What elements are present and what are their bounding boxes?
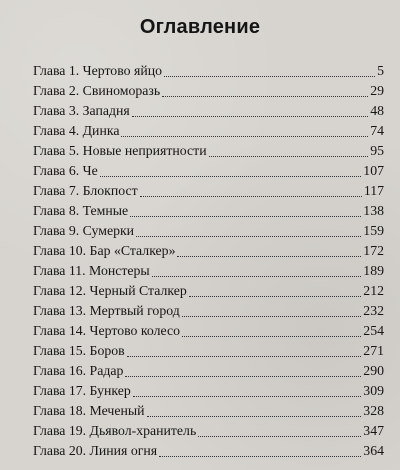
page-title: Оглавление: [139, 16, 261, 38]
toc-page-number: 48: [370, 103, 384, 118]
dot-leader: [133, 396, 362, 397]
toc-page-number: 189: [363, 263, 384, 278]
dot-leader: [198, 436, 361, 437]
toc-entry-label: Глава 12. Черный Сталкер: [33, 283, 187, 298]
dot-leader: [182, 316, 362, 317]
toc-entry-4: [33, 121, 384, 141]
toc-entry-7: [33, 181, 384, 201]
toc-entry-20: [33, 441, 384, 461]
toc-entry-label: Глава 8. Темные: [33, 203, 129, 218]
toc-entry-13: [33, 301, 384, 321]
toc-entry-label: Глава 16. Радар: [33, 363, 124, 378]
toc-entry-11: [33, 261, 384, 281]
toc-page-number: 74: [370, 123, 384, 138]
toc-page-number: 254: [363, 323, 384, 338]
toc-entry-label: Глава 1. Чертово яйцо: [33, 63, 162, 78]
toc-entry-17: [33, 381, 384, 401]
toc-entry-label: Глава 14. Чертово колесо: [33, 323, 180, 338]
dot-leader: [140, 196, 362, 197]
toc-entry-8: [33, 201, 384, 221]
toc-page-number: 212: [363, 283, 384, 298]
toc-entry-6: [33, 161, 384, 181]
toc-page-number: 29: [370, 83, 384, 98]
toc-page-number: 172: [363, 243, 384, 258]
toc-entry-12: [33, 281, 384, 301]
dot-leader: [209, 156, 369, 157]
toc-entry-label: Глава 15. Боров: [33, 343, 125, 358]
dot-leader: [136, 236, 361, 237]
dot-leader: [189, 296, 362, 297]
toc-page-number: 290: [363, 363, 384, 378]
toc-page-number: 5: [377, 63, 384, 78]
dot-leader: [182, 336, 361, 337]
toc-page-number: 107: [363, 163, 384, 178]
table-of-contents: [33, 61, 384, 461]
toc-entry-label: Глава 6. Че: [33, 163, 98, 178]
dot-leader: [162, 96, 368, 97]
toc-entry-19: [33, 421, 384, 441]
toc-entry-label: Глава 2. Свиноморазь: [33, 83, 161, 98]
toc-entry-label: Глава 20. Линия огня: [33, 443, 158, 458]
toc-entry-label: Глава 11. Монстеры: [33, 263, 150, 278]
toc-page-number: 159: [363, 223, 384, 238]
dot-leader: [127, 356, 362, 357]
dot-leader: [132, 116, 368, 117]
dot-leader: [164, 76, 375, 77]
toc-entry-label: Глава 7. Блокпост: [33, 183, 138, 198]
dot-leader: [121, 136, 368, 137]
dot-leader: [159, 456, 361, 457]
toc-entry-label: Глава 4. Динка: [33, 123, 120, 138]
toc-page-number: 309: [363, 383, 384, 398]
dot-leader: [125, 376, 361, 377]
toc-entry-3: [33, 101, 384, 121]
toc-page-number: 328: [363, 403, 384, 418]
toc-page-number: 117: [363, 183, 384, 198]
dot-leader: [100, 176, 362, 177]
toc-page-number: 364: [363, 443, 384, 458]
toc-entry-label: Глава 10. Бар «Сталкер»: [33, 243, 176, 258]
toc-entry-10: [33, 241, 384, 261]
toc-entry-2: [33, 81, 384, 101]
dot-leader: [130, 216, 361, 217]
toc-entry-18: [33, 401, 384, 421]
toc-entry-1: [33, 61, 384, 81]
toc-page-number: 271: [363, 343, 384, 358]
toc-entry-label: Глава 9. Сумерки: [33, 223, 135, 238]
toc-entry-label: Глава 13. Мертвый город: [33, 303, 180, 318]
toc-page-number: 232: [363, 303, 384, 318]
toc-entry-label: Глава 18. Меченый: [33, 403, 145, 418]
toc-page-number: 95: [370, 143, 384, 158]
toc-page-number: 138: [363, 203, 384, 218]
toc-entry-5: [33, 141, 384, 161]
toc-entry-14: [33, 321, 384, 341]
toc-entry-label: Глава 3. Западня: [33, 103, 130, 118]
toc-entry-15: [33, 341, 384, 361]
toc-entry-label: Глава 19. Дьявол-хранитель: [33, 423, 197, 438]
toc-entry-label: Глава 17. Бункер: [33, 383, 131, 398]
toc-entry-16: [33, 361, 384, 381]
toc-entry-label: Глава 5. Новые неприятности: [33, 143, 207, 158]
dot-leader: [147, 416, 362, 417]
dot-leader: [152, 276, 362, 277]
toc-entry-9: [33, 221, 384, 241]
dot-leader: [177, 256, 361, 257]
toc-page-number: 347: [363, 423, 384, 438]
